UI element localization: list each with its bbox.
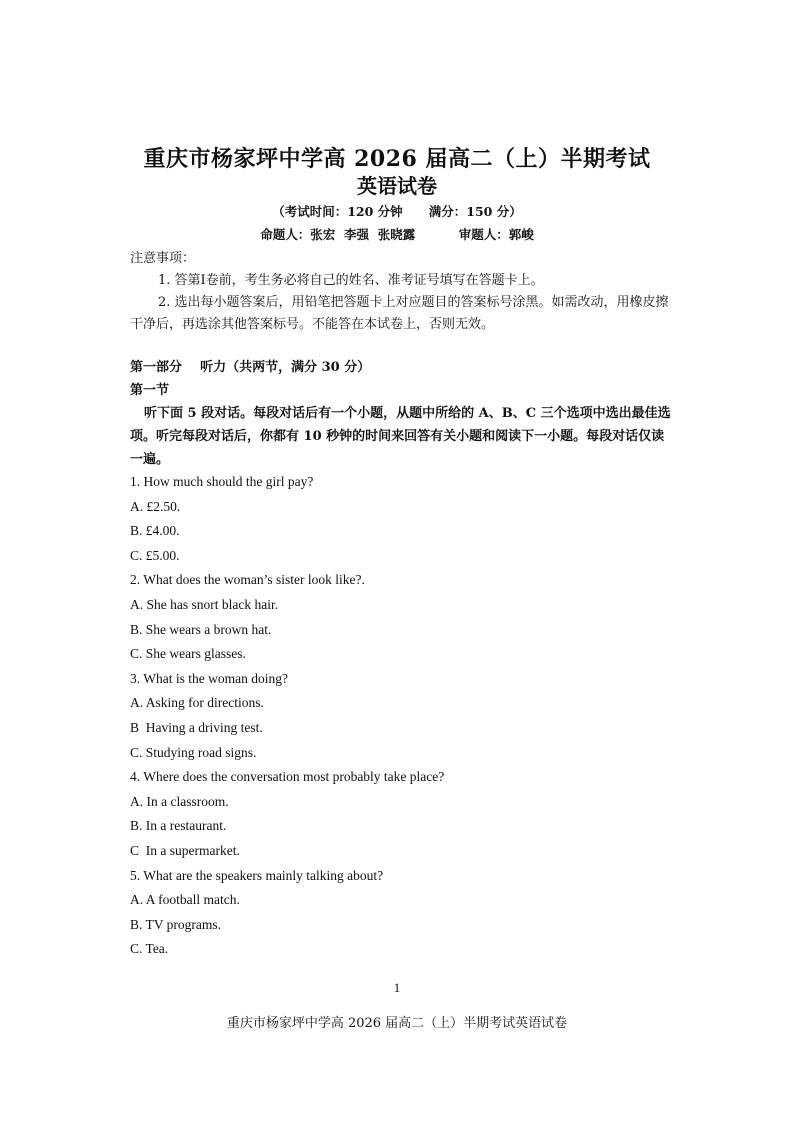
exam-subtitle: 英语试卷 (357, 174, 437, 198)
page-footer: 重庆市杨家坪中学高 2026 届高二（上）半期考试英语试卷 (226, 1016, 568, 1031)
answer-option: A. She has snort black hair. (130, 596, 279, 612)
exam-title: 重庆市杨家坪中学高 2026 届高二（上）半期考试 (143, 146, 651, 172)
answer-option: B. TV programs. (130, 916, 221, 932)
answer-option: B Having a driving test. (130, 719, 263, 735)
question-list (130, 470, 675, 962)
question-text: 2. What does the woman’s sister look like?. (130, 572, 365, 588)
answer-option: C. Tea. (130, 941, 169, 957)
exam-authors: 命题人：张宏 李强 张晓露 审题人：郭峻 (260, 227, 534, 242)
note-item: 1. 答第Ⅰ卷前，考生务必将自己的姓名、准考证号填写在答题卡上。 (158, 273, 544, 288)
answer-option: A. In a classroom. (130, 793, 229, 809)
question-text: 1. How much should the girl pay? (130, 474, 314, 489)
notes-heading: 注意事项： (130, 251, 196, 266)
question-text: 3. What is the woman doing? (130, 670, 288, 686)
answer-option: C. £5.00. (130, 547, 180, 563)
subsection-title: 第一节 (130, 383, 170, 398)
part-title: 第一部分 听力（共两节，满分 30 分） (130, 360, 371, 375)
answer-option: C. She wears glasses. (130, 646, 246, 662)
notes-block (130, 248, 670, 336)
exam-time-and-score: （考试时间：120 分钟 满分：150 分） (272, 204, 522, 219)
answer-option: B. £4.00. (130, 523, 180, 539)
question-text: 5. What are the speakers mainly talking about? (130, 867, 384, 883)
answer-option: B. She wears a brown hat. (130, 621, 272, 637)
answer-option: A. Asking for directions. (130, 695, 264, 711)
answer-option: A. £2.50. (130, 498, 181, 514)
listening-section (130, 356, 675, 471)
answer-option: C. Studying road signs. (130, 744, 257, 760)
section-instructions: 听下面 5 段对话。每段对话后有一个小题，从题中所给的 A、B、C 三个选项中选出最佳选项。听完每段对话后，你都有 10 秒钟的时间来回答有关小题和阅读下一小题。每段对话仅读一遍。 (130, 406, 671, 467)
answer-option: B. In a restaurant. (130, 818, 227, 834)
answer-option: C In a supermarket. (130, 842, 240, 858)
answer-option: A. A football match. (130, 892, 240, 908)
page-number: 1 (393, 980, 401, 995)
question-text: 4. Where does the conversation most probably take place? (130, 769, 445, 785)
note-item: 2. 选出每小题答案后，用铅笔把答题卡上对应题目的答案标号涂黑。如需改动，用橡皮擦干净后，再选涂其他答案标号。不能答在本试卷上，否则无效。 (130, 295, 669, 332)
